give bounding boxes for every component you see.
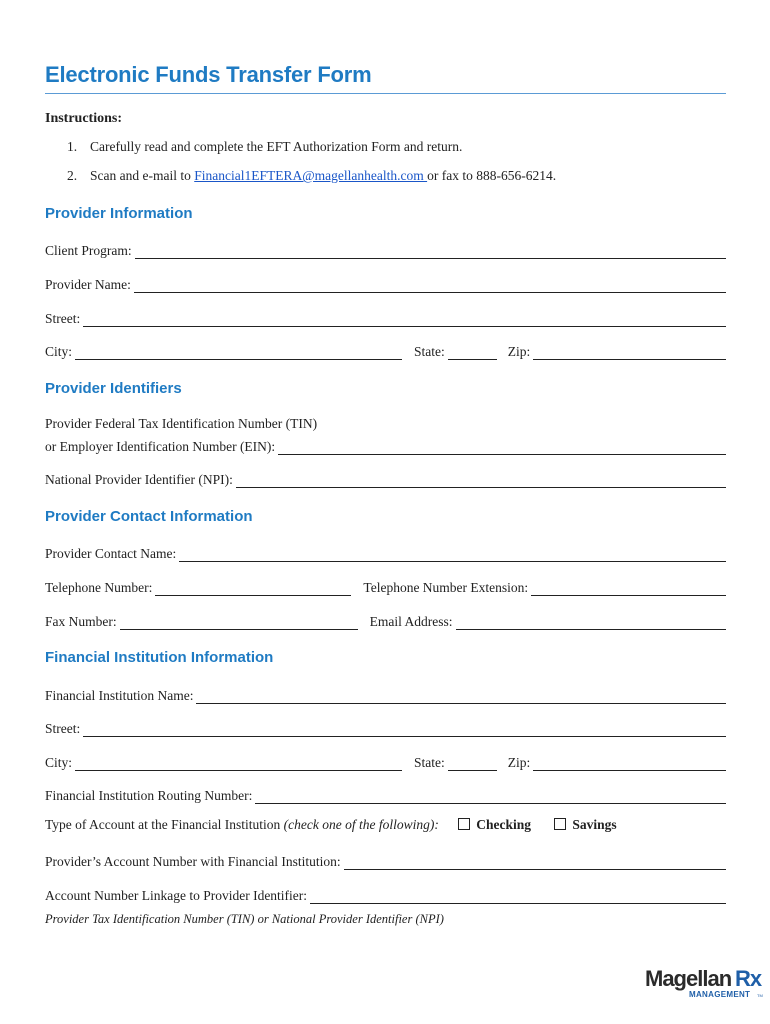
provider-zip-field[interactable] [533, 345, 726, 360]
email-link[interactable]: Financial1EFTERA@magellanhealth.com [194, 168, 428, 183]
instruction-number: 2. [67, 168, 78, 183]
client-program-label: Client Program: [45, 243, 132, 258]
contact-name-label: Provider Contact Name: [45, 546, 177, 561]
logo-sub: MANAGEMENT [689, 990, 751, 999]
email-field[interactable] [456, 615, 727, 630]
institution-name-label: Financial Institution Name: [45, 688, 194, 703]
instruction-text: Carefully read and complete the EFT Authorization Form and return. [90, 139, 463, 154]
instruction-text-tail: or fax to 888-656-6214. [427, 168, 557, 183]
city-label: City: [45, 344, 73, 359]
tin-ein-row [45, 435, 726, 455]
logo-word-magellan: Magellan [645, 966, 732, 991]
client-program-field[interactable] [135, 244, 726, 259]
linkage-note: Provider Tax Identification Number (TIN) or National Provider Identifier (NPI) [45, 912, 444, 926]
provider-street-field[interactable] [83, 312, 726, 327]
account-number-label: Provider’s Account Number with Financial Institution: [45, 854, 341, 869]
provider-city-row [45, 340, 726, 360]
city-label: City: [45, 755, 73, 770]
section-heading-provider-information: Provider Information [45, 205, 193, 222]
checking-option[interactable] [458, 817, 531, 832]
extension-field[interactable] [531, 581, 726, 596]
savings-option[interactable] [554, 817, 616, 832]
instructions-label: Instructions: [45, 111, 123, 126]
routing-number-field[interactable] [255, 789, 726, 804]
checking-checkbox[interactable] [458, 818, 470, 830]
page-title: Electronic Funds Transfer Form [45, 62, 372, 87]
zip-label: Zip: [507, 755, 531, 770]
fax-field[interactable] [120, 615, 358, 630]
savings-label: Savings [572, 817, 617, 832]
account-type-hint: (check one of the following): [283, 817, 439, 832]
instruction-text: Scan and e-mail to [90, 168, 195, 183]
street-label: Street: [45, 311, 81, 326]
institution-street-field[interactable] [83, 722, 726, 737]
instruction-item-2 [67, 168, 556, 184]
checking-label: Checking [476, 817, 531, 832]
npi-label: National Provider Identifier (NPI): [45, 472, 233, 487]
contact-name-field[interactable] [179, 547, 726, 562]
section-heading-financial-institution: Financial Institution Information [45, 649, 274, 666]
tin-ein-field[interactable] [278, 440, 726, 455]
extension-label: Telephone Number Extension: [363, 580, 529, 595]
title-divider [45, 93, 726, 94]
account-type-row [45, 817, 617, 833]
institution-name-field[interactable] [196, 689, 726, 704]
provider-name-field[interactable] [134, 278, 726, 293]
institution-street-row [45, 717, 726, 737]
zip-label: Zip: [507, 344, 531, 359]
linkage-row [45, 884, 726, 904]
logo-word-rx: Rx [735, 966, 762, 991]
street-label: Street: [45, 721, 81, 736]
provider-city-field[interactable] [75, 345, 402, 360]
email-label: Email Address: [369, 614, 453, 629]
tin-label-line1: Provider Federal Tax Identification Number (TIN) [45, 416, 318, 431]
section-heading-provider-contact: Provider Contact Information [45, 508, 253, 525]
section-heading-provider-identifiers: Provider Identifiers [45, 380, 182, 397]
linkage-field[interactable] [310, 889, 726, 904]
provider-name-label: Provider Name: [45, 277, 131, 292]
provider-name-row [45, 273, 726, 293]
client-program-row [45, 239, 726, 259]
npi-row [45, 468, 726, 488]
account-type-label: Type of Account at the Financial Institution [45, 817, 284, 832]
magellan-rx-logo [645, 960, 770, 1000]
contact-name-row [45, 542, 726, 562]
account-number-field[interactable] [344, 855, 726, 870]
fax-email-row [45, 610, 726, 630]
instruction-item-1 [67, 139, 462, 155]
linkage-label: Account Number Linkage to Provider Identifier: [45, 888, 308, 903]
npi-field[interactable] [236, 473, 726, 488]
fax-label: Fax Number: [45, 614, 117, 629]
state-label: State: [414, 755, 445, 770]
logo-tm: TM [757, 993, 763, 998]
savings-checkbox[interactable] [554, 818, 566, 830]
provider-state-field[interactable] [448, 345, 497, 360]
institution-name-row [45, 684, 726, 704]
provider-street-row [45, 307, 726, 327]
telephone-field[interactable] [155, 581, 351, 596]
institution-zip-field[interactable] [533, 756, 726, 771]
eft-form-page [45, 0, 763, 1024]
routing-number-row [45, 784, 726, 804]
routing-number-label: Financial Institution Routing Number: [45, 788, 253, 803]
telephone-row [45, 576, 726, 596]
state-label: State: [414, 344, 445, 359]
institution-city-row [45, 751, 726, 771]
institution-state-field[interactable] [448, 756, 497, 771]
instruction-number: 1. [67, 139, 78, 154]
account-number-row [45, 850, 726, 870]
telephone-label: Telephone Number: [45, 580, 153, 595]
tin-ein-label: or Employer Identification Number (EIN): [45, 439, 276, 454]
institution-city-field[interactable] [75, 756, 402, 771]
